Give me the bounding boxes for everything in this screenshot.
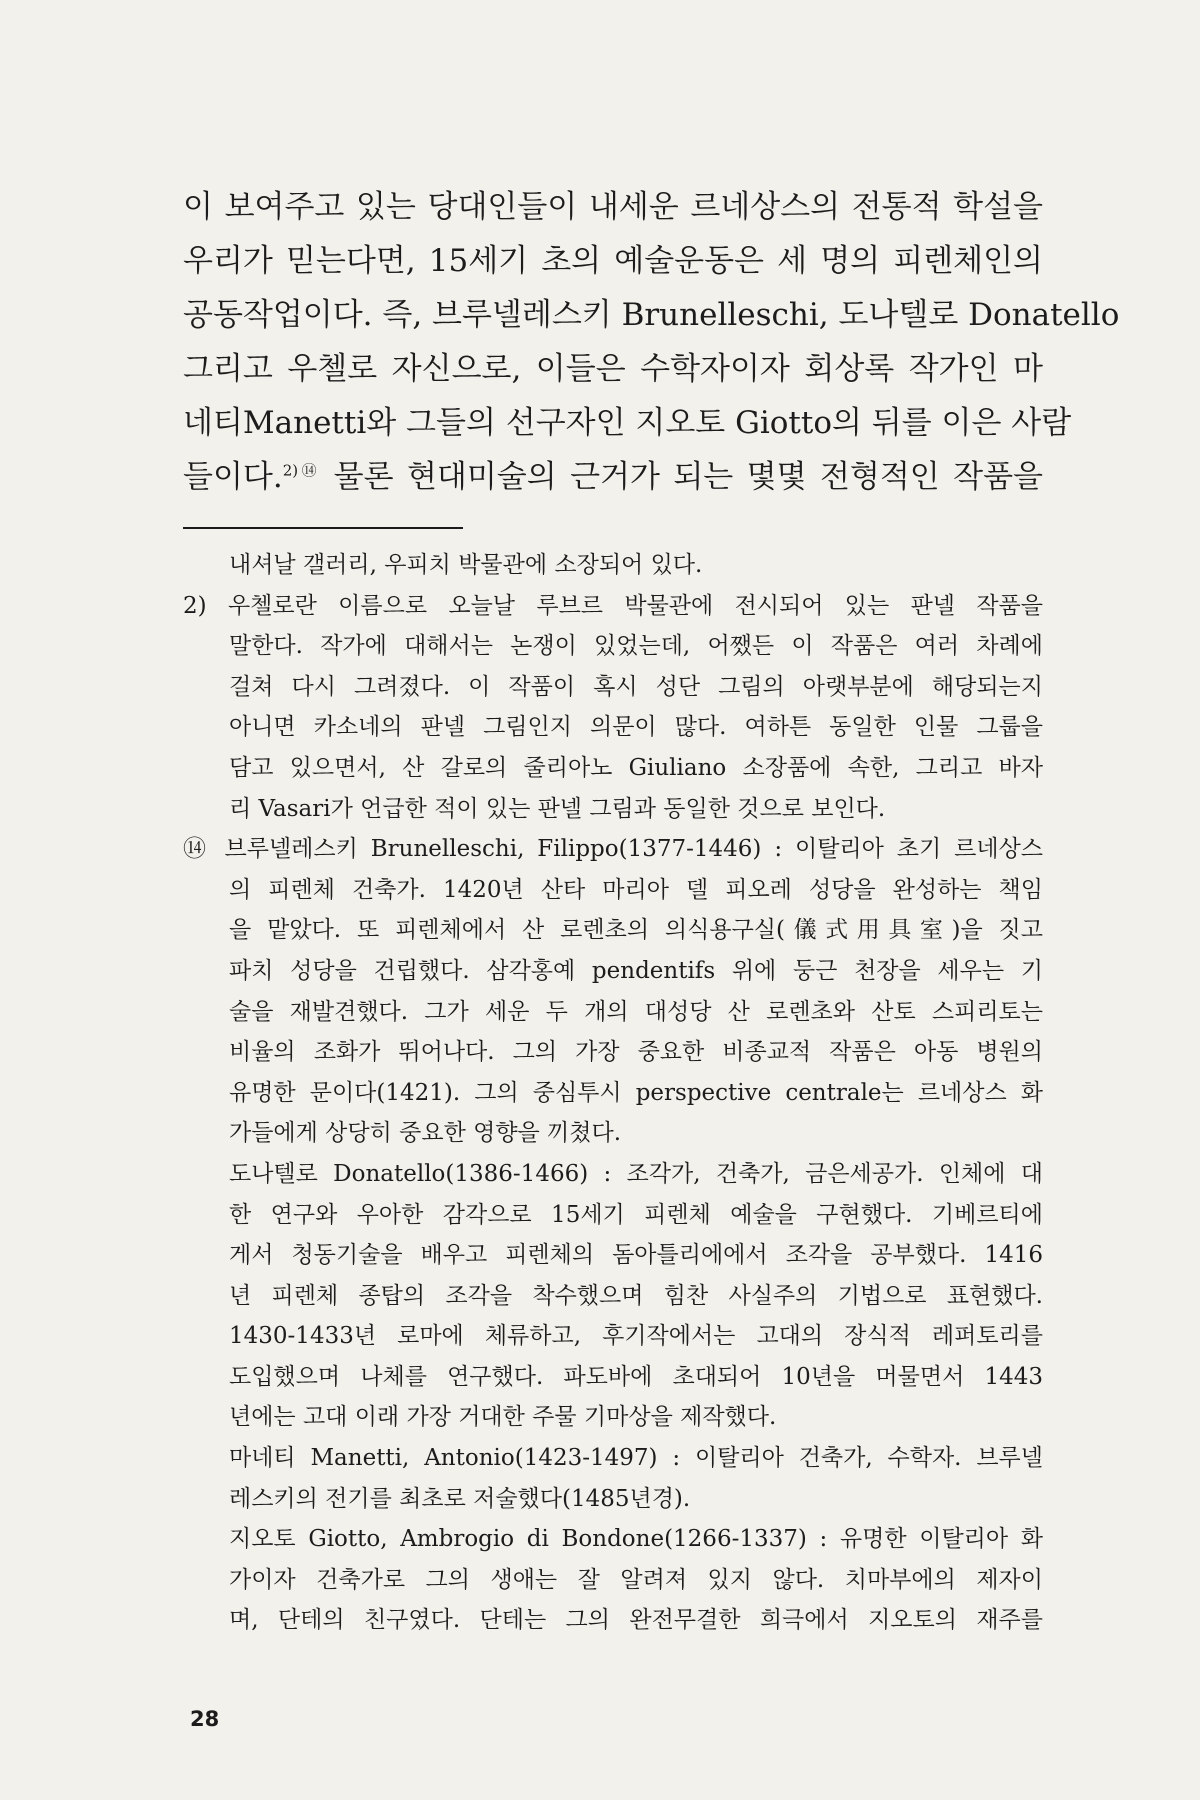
footnote-line: 비율의 조화가 뛰어나다. 그의 가장 중요한 비종교적 작품은 아동 병원의 [229, 1039, 1043, 1066]
footnote-line: 도나텔로 Donatello(1386-1466) : 조각가, 건축가, 금은세공가. 인체에 대 [229, 1160, 1043, 1187]
footnote-line: 2) 우첼로란 이름으로 오늘날 루브르 박물관에 전시되어 있는 판넬 작품을 [183, 592, 1043, 619]
body-text [183, 180, 1120, 504]
footnote-separator [183, 527, 463, 529]
footnote-line: ⑭ 브루넬레스키 Brunelleschi, Filippo(1377-1446) : 이탈리아 초기 르네상스 [183, 836, 1043, 863]
footnote-line: 마네티 Manetti, Antonio(1423-1497) : 이탈리아 건축가, 수학자. 브루넬 [229, 1445, 1043, 1472]
footnote-line: 말한다. 작가에 대해서는 논쟁이 있었는데, 어쨌든 이 작품은 여러 차례에 [229, 633, 1043, 660]
body-line-end: 물론 현대미술의 근거가 되는 몇몇 전형적인 작품을 [320, 459, 1044, 495]
footnote-line: 내셔날 갤러리, 우피치 박물관에 소장되어 있다. [229, 552, 703, 578]
footnote-line: 년에는 고대 이래 가장 거대한 주물 기마상을 제작했다. [229, 1404, 777, 1431]
footnote-line: 1430-1433년 로마에 체류하고, 후기작에서는 고대의 장식적 레퍼토리를 [229, 1323, 1043, 1350]
footnote-line: 파치 성당을 건립했다. 삼각홍예 pendentifs 위에 둥근 천장을 세우는 기 [229, 957, 1043, 984]
footnote-line: 을 맡았다. 또 피렌체에서 산 로렌초의 의식용구실(儀式用具室)을 짓고 [229, 917, 1043, 944]
footnote-line: 한 연구와 우아한 감각으로 15세기 피렌체 예술을 구현했다. 기베르티에 [229, 1201, 1043, 1228]
body-line-start: 들이다. [183, 459, 283, 495]
page-number: 28 [190, 1707, 220, 1731]
footnote-line: 걸쳐 다시 그려졌다. 이 작품이 혹시 성단 그림의 아랫부분에 해당되는지 [229, 673, 1043, 700]
footnote-line: 레스키의 전기를 최초로 저술했다(1485년경). [229, 1485, 691, 1512]
footnote-line: 가이자 건축가로 그의 생애는 잘 알려져 있지 않다. 치마부에의 제자이 [229, 1566, 1043, 1593]
footnote-line: 가들에게 상당히 중요한 영향을 끼쳤다. [229, 1120, 622, 1147]
footnote-line: 도입했으며 나체를 연구했다. 파도바에 초대되어 10년을 머물면서 1443 [229, 1363, 1043, 1390]
body-line: 공동작업이다. 즉, 브루넬레스키 Brunelleschi, 도나텔로 Donatello [183, 297, 1120, 333]
body-line: 이 보여주고 있는 당대인들이 내세운 르네상스의 전통적 학설을 [183, 189, 1043, 225]
footnote-line: 게서 청동기술을 배우고 피렌체의 돔아틀리에에서 조각을 공부했다. 1416 [229, 1242, 1043, 1269]
body-line: 그리고 우첼로 자신으로, 이들은 수학자이자 회상록 작가인 마 [183, 351, 1043, 387]
footnote-line: 의 피렌체 건축가. 1420년 산타 마리아 델 피오레 성당을 완성하는 책임 [229, 876, 1043, 903]
body-line: 우리가 믿는다면, 15세기 초의 예술운동은 세 명의 피렌체인의 [183, 243, 1043, 279]
footnotes [183, 545, 1043, 1641]
footnote-reference: 2)⑭ [282, 461, 321, 480]
footnote-line: 유명한 문이다(1421). 그의 중심투시 perspective centrale는 르네상스 화 [229, 1079, 1043, 1106]
footnote-line: 지오토 Giotto, Ambrogio di Bondone(1266-1337) : 유명한 이탈리아 화 [229, 1526, 1043, 1553]
body-line [183, 450, 1043, 504]
footnote-line: 술을 재발견했다. 그가 세운 두 개의 대성당 산 로렌초와 산토 스피리토는 [229, 998, 1043, 1025]
footnote-line: 담고 있으면서, 산 갈로의 줄리아노 Giuliano 소장품에 속한, 그리고 바자 [229, 754, 1043, 781]
footnote-line: 며, 단테의 친구였다. 단테는 그의 완전무결한 희극에서 지오토의 재주를 [229, 1607, 1043, 1634]
footnote-line: 리 Vasari가 언급한 적이 있는 판넬 그림과 동일한 것으로 보인다. [229, 795, 886, 822]
footnote-line: 년 피렌체 종탑의 조각을 착수했으며 힘찬 사실주의 기법으로 표현했다. [229, 1282, 1043, 1309]
body-line: 네티Manetti와 그들의 선구자인 지오토 Giotto의 뒤를 이은 사람 [183, 405, 1072, 441]
footnote-line: 아니면 카소네의 판넬 그림인지 의문이 많다. 여하튼 동일한 인물 그룹을 [229, 714, 1043, 741]
